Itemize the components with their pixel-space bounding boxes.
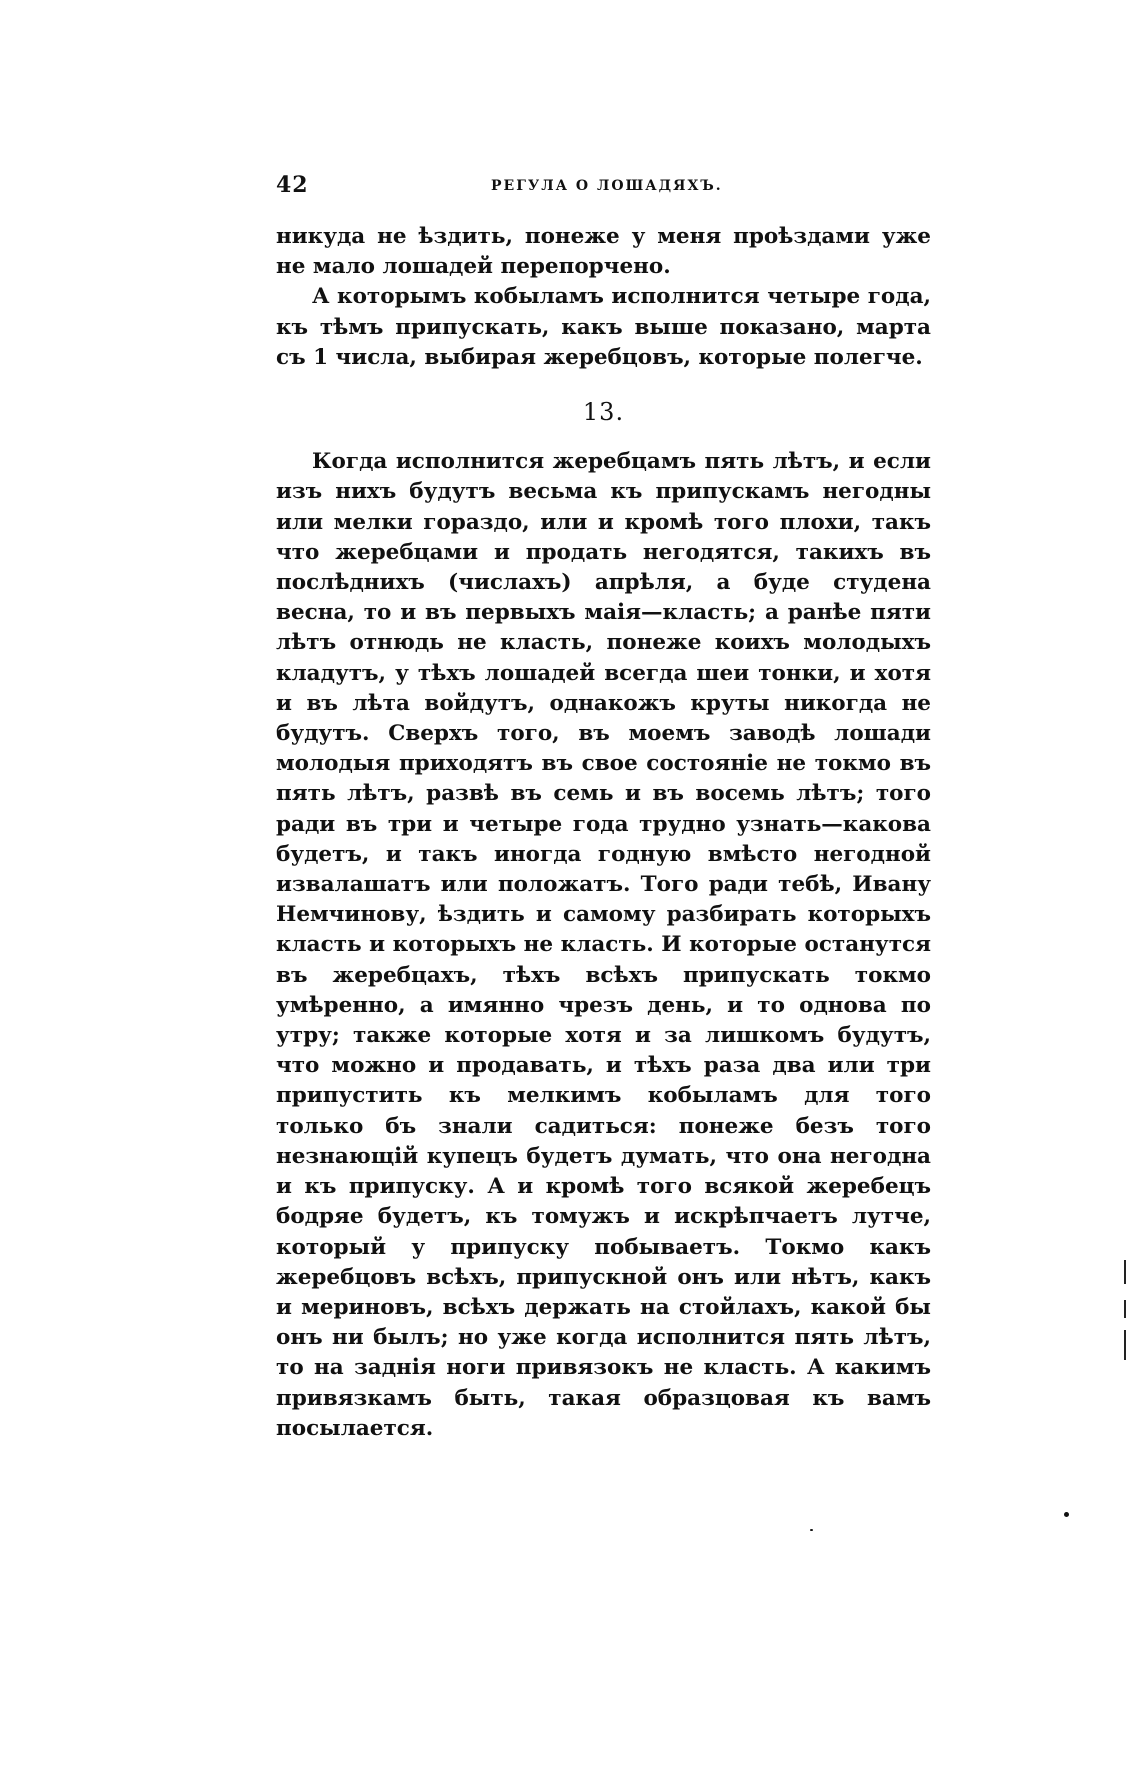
text-block (276, 222, 931, 1444)
paragraph: А которымъ кобыламъ исполнится четыре года, къ тѣмъ припускать, какъ выше показано, марта съ 1 числа, выбирая жеребцовъ, которые полегче. (276, 284, 931, 370)
running-title: РЕГУЛА О ЛОШАДЯХЪ. (491, 178, 723, 194)
scan-speck (810, 1529, 813, 1531)
paragraph-continuation: никуда не ѣздить, понеже у меня проѣздами уже не мало лошадей перепорчено. (276, 224, 931, 280)
section-number: 13. (582, 398, 625, 427)
scan-speck (1064, 1512, 1069, 1517)
scan-margin-mark (1124, 1330, 1126, 1360)
scan-margin-mark (1124, 1260, 1126, 1284)
running-head (276, 172, 931, 202)
scan-margin-mark (1124, 1300, 1126, 1318)
paragraph: Когда исполнится жеребцамъ пять лѣтъ, и если изъ нихъ будутъ весьма къ припускамъ негодны или мелки гораздо, или и кромѣ того плохи, такъ что жеребцами и продать негодятся, такихъ въ послѣднихъ (числахъ) апрѣля, а буде студена весна, то и въ первыхъ маія—класть; а ранѣе пяти лѣтъ отнюдь не класть, понеже коихъ молодыхъ кладутъ, у тѣхъ лошадей всегда шеи тонки, и хотя и въ лѣта войдутъ, однакожъ круты никогда не будутъ. Сверхъ того, въ моемъ заводѣ лошади молодыя приходятъ въ свое состояніе не токмо въ пять лѣтъ, развѣ въ семь и въ восемь лѣтъ; того ради въ три и четыре года трудно узнать—какова будетъ, и такъ иногда годную вмѣсто негодной извалашатъ или положатъ. Того ради тебѣ, Ивану Немчинову, ѣздить и самому разбирать которыхъ класть и которыхъ не класть. И которые останутся въ жеребцахъ, тѣхъ всѣхъ припускать токмо умѣренно, а имянно чрезъ день, и то однова по утру; также которые хотя и за лишкомъ будутъ, что можно и продавать, и тѣхъ раза два или три припустить къ мелкимъ кобыламъ для того только бъ знали садиться: понеже безъ того незнающій купецъ будетъ думать, что она негодна и къ припуску. А и кромѣ того всякой жеребецъ бодряе будетъ, къ томужъ и искрѣпчаетъ лутче, который у припуску побываетъ. Токмо какъ жеребцовъ всѣхъ, припускной онъ или нѣтъ, какъ и мериновъ, всѣхъ держать на стойлахъ, какой бы онъ ни былъ; но уже когда исполнится пять лѣтъ, то на заднія ноги привязокъ не класть. А какимъ привязкамъ быть, такая образцовая къ вамъ посылается. (276, 449, 931, 1441)
page-number: 42 (276, 172, 309, 198)
